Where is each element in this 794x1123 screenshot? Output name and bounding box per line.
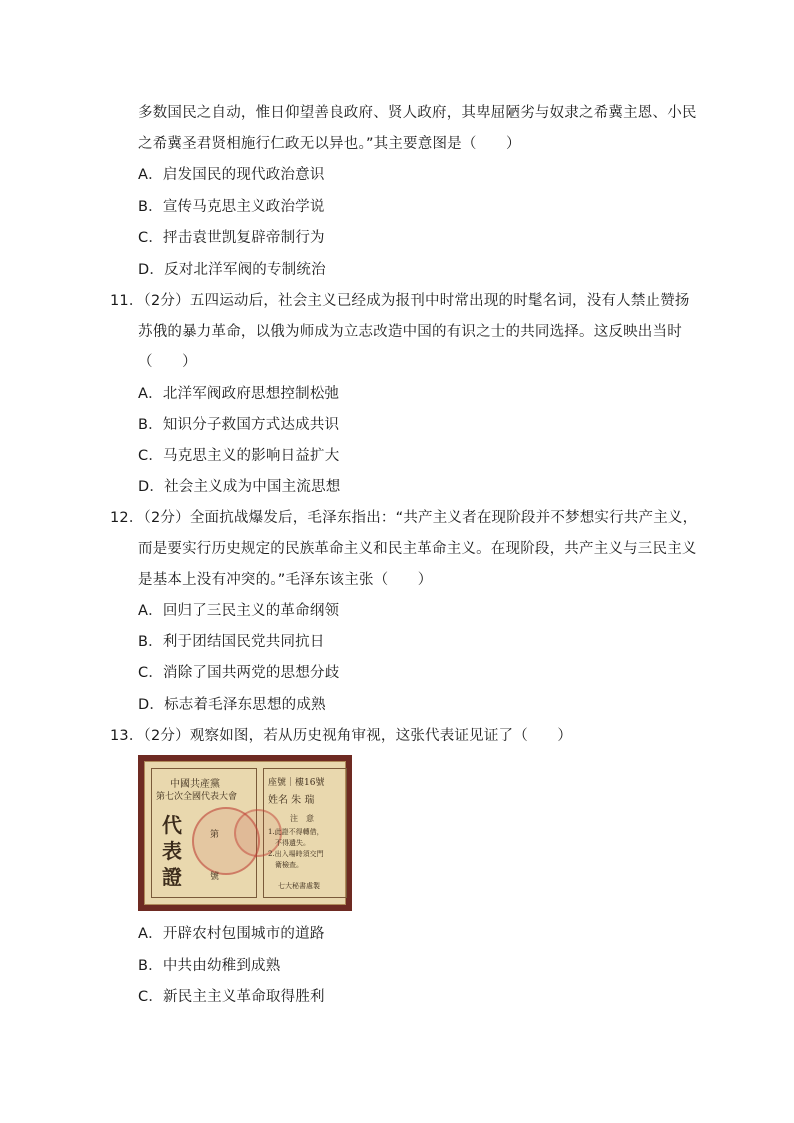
certificate-issuer: 七大秘書處製 (278, 882, 320, 890)
q10-option-d[interactable]: D．反对北洋军阀的专制统治 (138, 262, 326, 278)
q10-option-c[interactable]: C．抨击袁世凯复辟帝制行为 (138, 230, 325, 246)
certificate-notice-line-4: 衛檢查。 (268, 861, 303, 869)
certificate-notice-line-3: 2.出入場時須交門 (268, 850, 324, 858)
certificate-notice-line-2: 不得遺失。 (268, 839, 310, 847)
question-10-text-line-2: 之希冀圣君贤相施行仁政无以异也。”其主要意图是（ ） (138, 136, 521, 152)
certificate-number-label: 號 (210, 872, 220, 882)
question-12-stem-line-2: 而是要实行历史规定的民族革命主义和民主革命主义。在现阶段，共产主义与三民主义 (138, 541, 697, 557)
q12-option-c[interactable]: C．消除了国共两党的思想分歧 (138, 665, 340, 681)
question-13-stem: 13．（2分）观察如图，若从历史视角审视，这张代表证见证了（ ） (110, 728, 573, 744)
q11-option-d[interactable]: D．社会主义成为中国主流思想 (138, 479, 341, 495)
certificate-notice-title: 注 意 (290, 814, 314, 823)
certificate-name-row: 姓名 朱 瑞 (268, 795, 315, 806)
certificate-title-char-2: 表 (162, 839, 182, 863)
question-11-stem-line-2: 苏俄的暴力革命，以俄为师成为立志改造中国的有识之士的共同选择。这反映出当时 (138, 324, 682, 340)
q12-option-b[interactable]: B．利于团结国民党共同抗日 (138, 634, 325, 650)
certificate-title-char-3: 證 (162, 865, 182, 889)
question-11-answer-blank: （ ） (138, 354, 197, 370)
certificate-title-char-1: 代 (162, 813, 182, 837)
certificate-paper (144, 761, 346, 905)
certificate-right-panel (263, 768, 347, 898)
question-12-stem-line-3: 是基本上没有冲突的。”毛泽东该主张（ ） (138, 572, 433, 588)
q13-option-a[interactable]: A．开辟农村包围城市的道路 (138, 926, 325, 942)
q10-option-a[interactable]: A．启发国民的现代政治意识 (138, 167, 325, 183)
question-11-stem-line-1: 11．（2分）五四运动后，社会主义已经成为报刊中时常出现的时髦名词，没有人禁止赞扬 (110, 293, 690, 309)
certificate-notice-line-1: 1.此證不得轉借， (268, 828, 324, 836)
q10-option-b[interactable]: B．宣传马克思主义政治学说 (138, 199, 325, 215)
q11-option-c[interactable]: C．马克思主义的影响日益扩大 (138, 448, 340, 464)
certificate-seat-label: 第 (210, 830, 220, 840)
q13-option-c[interactable]: C．新民主主义革命取得胜利 (138, 989, 325, 1005)
q12-option-a[interactable]: A．回归了三民主义的革命纲领 (138, 603, 340, 619)
q12-option-d[interactable]: D．标志着毛泽东思想的成熟 (138, 697, 326, 713)
q11-option-a[interactable]: A．北洋军阀政府思想控制松弛 (138, 386, 340, 402)
certificate-seat-row: 座號｜樓16號 (268, 778, 325, 788)
delegate-certificate-image (138, 755, 352, 911)
question-12-stem-line-1: 12．（2分）全面抗战爆发后，毛泽东指出：“共产主义者在现阶段并不梦想实行共产主义， (110, 510, 698, 526)
certificate-congress-name: 第七次全國代表大會 (156, 792, 238, 802)
question-10-text-line-1: 多数国民之自动，惟日仰望善良政府、贤人政府，其卑屈陋劣与奴隶之希冀主恩、小民 (138, 105, 697, 121)
q13-option-b[interactable]: B．中共由幼稚到成熟 (138, 958, 281, 974)
certificate-party-name: 中國共產黨 (170, 779, 220, 790)
q11-option-b[interactable]: B．知识分子救国方式达成共识 (138, 417, 340, 433)
